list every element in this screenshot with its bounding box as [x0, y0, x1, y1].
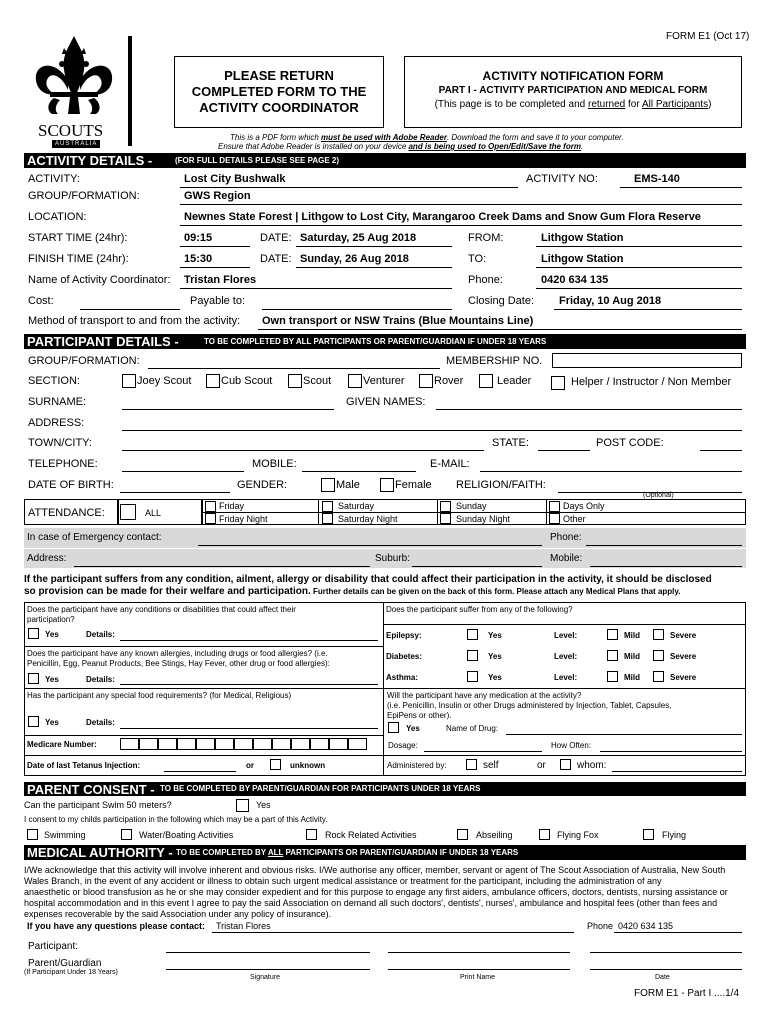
given-field[interactable]: [436, 409, 742, 410]
section-helper-checkbox[interactable]: [551, 376, 565, 390]
medical-warning-1: If the participant suffers from any condition, ailment, allergy or disability that could affect their participation in the activity, it should be disclosed: [24, 574, 712, 585]
swimming-checkbox[interactable]: [27, 829, 38, 840]
closing-value[interactable]: Friday, 10 Aug 2018: [559, 295, 662, 307]
att-friday-label: Friday: [219, 501, 245, 511]
finish-date-label: DATE:: [260, 253, 292, 265]
surname-field[interactable]: [122, 409, 334, 410]
rock-related-checkbox[interactable]: [306, 829, 317, 840]
admin-self-checkbox[interactable]: [466, 759, 477, 770]
epilepsy-yes-checkbox[interactable]: [467, 629, 478, 640]
start-date-value[interactable]: Saturday, 25 Aug 2018: [300, 232, 417, 244]
q-meds-2: (i.e. Penicillin, Insulin or other Drugs administered by Injection, Tablet, Capsules,: [387, 701, 672, 710]
cost-label: Cost:: [28, 295, 54, 307]
to-value[interactable]: Lithgow Station: [541, 253, 624, 265]
p-group-field[interactable]: [148, 368, 440, 369]
logo-brand: SCOUTS: [38, 121, 104, 140]
authority-bar: MEDICAL AUTHORITY - TO BE COMPLETED BY ALL PARTICIPANTS OR PARENT/GUARDIAN IF UNDER 18 YEARS: [24, 845, 746, 860]
parent-print-field[interactable]: [388, 969, 570, 970]
group-label: GROUP/FORMATION:: [28, 190, 140, 202]
to-label: TO:: [468, 253, 487, 265]
email-field[interactable]: [480, 471, 742, 472]
att-days-only-label: Days Only: [563, 501, 605, 511]
fleur-de-lis-icon: [24, 34, 124, 129]
conditions-yes-checkbox[interactable]: [28, 628, 39, 639]
diabetes-yes-label: Yes: [488, 652, 502, 661]
group-value[interactable]: GWS Region: [184, 190, 251, 202]
return-line-2: COMPLETED FORM TO THE: [191, 84, 367, 99]
date-caption: Date: [655, 974, 670, 981]
admin-whom-checkbox[interactable]: [560, 759, 571, 770]
admin-or-label: or: [537, 760, 546, 771]
optional-note: (Optional): [643, 492, 674, 499]
asthma-level-label: Level:: [554, 673, 578, 682]
medicare-field[interactable]: [120, 738, 382, 752]
scouts-logo: [24, 34, 129, 149]
asthma-yes-checkbox[interactable]: [467, 671, 478, 682]
coordinator-value[interactable]: Tristan Flores: [184, 274, 257, 286]
water-boating-checkbox[interactable]: [121, 829, 132, 840]
q-meds-1: Will the participant have any medication at the activity?: [387, 691, 582, 700]
participant-sign-label: Participant:: [28, 941, 79, 952]
location-value[interactable]: Newnes State Forest | Lithgow to Lost City, Marangaroo Creek Dams and Snow Gum Flora Reserve: [184, 211, 701, 223]
allergies-details-label: Details:: [86, 675, 115, 684]
rock-related-label: Rock Related Activities: [325, 830, 417, 840]
gender-female-label: Female: [395, 479, 432, 491]
asthma-mild-label: Mild: [624, 673, 640, 682]
q-conditions-2: participation?: [27, 615, 75, 624]
section-scout-label: Scout: [303, 375, 332, 387]
att-saturday-label: Saturday: [338, 501, 375, 511]
em-mobile-field[interactable]: [590, 566, 742, 567]
section-cub-label: Cub Scout: [221, 375, 273, 387]
contact-phone-label: Phone: [587, 921, 614, 931]
activity-bar: ACTIVITY DETAILS - (FOR FULL DETAILS PLEASE SEE PAGE 2): [24, 153, 746, 168]
state-field[interactable]: [538, 450, 590, 451]
participant-bar: PARTICIPANT DETAILS - TO BE COMPLETED BY ALL PARTICIPANTS OR PARENT/GUARDIAN IF UNDER 18 YEARS: [24, 334, 746, 349]
epilepsy-mild-label: Mild: [624, 631, 640, 640]
diabetes-label: Diabetes:: [386, 652, 423, 661]
authority-line-4: hospital accommodation and in this event I agree to pay the said Association on demand all such doctors', dentists', nurses', ambulance and hospital fees (other than fees and: [24, 898, 718, 908]
membership-label: MEMBERSHIP NO.: [446, 355, 543, 367]
section-rover-label: Rover: [434, 375, 464, 387]
swim-yes-label: Yes: [256, 800, 271, 810]
start-label: START TIME (24hr):: [28, 232, 128, 244]
epilepsy-mild-checkbox[interactable]: [607, 629, 618, 640]
diabetes-mild-checkbox[interactable]: [607, 650, 618, 661]
att-days-only-checkbox[interactable]: [549, 501, 560, 512]
diabetes-yes-checkbox[interactable]: [467, 650, 478, 661]
q-allergies-2: Penicillin, Egg, Peanut Products, Bee Stings, Hay Fever, other drug or food allergies):: [27, 659, 330, 668]
att-sunday-night-label: Sunday Night: [456, 514, 511, 524]
parent-note: (If Participant Under 18 Years): [24, 969, 118, 976]
food-details-field[interactable]: [120, 728, 378, 729]
att-sunday-night-checkbox[interactable]: [440, 513, 451, 524]
food-yes-checkbox[interactable]: [28, 716, 39, 727]
closing-label: Closing Date:: [468, 295, 535, 307]
gender-male-checkbox[interactable]: [321, 478, 335, 492]
flying-fox-label: Flying Fox: [557, 830, 599, 840]
att-sunday-label: Sunday: [456, 501, 487, 511]
medical-warning-2: so provision can be made for their welfare and participation. Further details can be given on the back of this form. Please attach any Medical Plans that apply.: [24, 586, 681, 597]
att-other-checkbox[interactable]: [549, 513, 560, 524]
logo-sub: AUSTRALIA: [52, 140, 100, 148]
telephone-field[interactable]: [122, 471, 244, 472]
finish-value[interactable]: 15:30: [184, 253, 213, 265]
transport-label: Method of transport to and from the activity:: [28, 315, 241, 327]
section-rover-checkbox[interactable]: [419, 374, 433, 388]
section-venturer-checkbox[interactable]: [348, 374, 362, 388]
attendance-label-box: ATTENDANCE:: [24, 499, 118, 525]
flying-checkbox[interactable]: [643, 829, 654, 840]
location-label: LOCATION:: [28, 211, 87, 223]
epilepsy-yes-label: Yes: [488, 631, 502, 640]
print-name-caption: Print Name: [460, 974, 496, 981]
dosage-field[interactable]: [424, 751, 542, 752]
cost-field[interactable]: [80, 309, 180, 310]
attendance-all-box: ALL: [118, 499, 202, 525]
authority-line-5: expenses recoverable by the said Association under any policy of insurance).: [24, 909, 332, 919]
att-friday-night-checkbox[interactable]: [205, 513, 216, 524]
parent-date-field[interactable]: [590, 969, 742, 970]
flying-fox-checkbox[interactable]: [539, 829, 550, 840]
town-field[interactable]: [122, 450, 484, 451]
start-date-label: DATE:: [260, 232, 292, 244]
how-often-field[interactable]: [600, 751, 742, 752]
tetanus-field[interactable]: [164, 771, 236, 772]
membership-field[interactable]: [552, 353, 742, 368]
admin-self-label: self: [483, 760, 499, 771]
swim-question: Can the participant Swim 50 meters?: [24, 800, 172, 810]
section-helper-label: Helper / Instructor / Non Member: [571, 376, 732, 388]
q-meds-3: EpiPens or other).: [387, 711, 452, 720]
contact-phone: 0420 634 135: [618, 921, 674, 931]
gender-male-label: Male: [336, 479, 360, 491]
admin-whom-field[interactable]: [612, 771, 742, 772]
authority-line-3: anaesthetic or blood transfusion as he or she may consider expedient and for this purpose to engage any first aiders, ambulance officers, doctors, dentists, nursing assistance or: [24, 887, 728, 897]
section-joey-checkbox[interactable]: [122, 374, 136, 388]
section-scout-checkbox[interactable]: [288, 374, 302, 388]
att-friday-night-label: Friday Night: [219, 514, 268, 524]
att-sunday-checkbox[interactable]: [440, 501, 451, 512]
given-label: GIVEN NAMES:: [346, 396, 426, 408]
asthma-severe-checkbox[interactable]: [653, 671, 664, 682]
coordinator-label: Name of Activity Coordinator:: [28, 274, 171, 286]
consent-bar: PARENT CONSENT - TO BE COMPLETED BY PARENT/GUARDIAN FOR PARTICIPANTS UNDER 18 YEARS: [24, 782, 746, 796]
q-food: Has the participant any special food requirements? (for Medical, Religious): [27, 691, 292, 700]
return-box: [174, 56, 384, 128]
allergies-yes-checkbox[interactable]: [28, 673, 39, 684]
asthma-yes-label: Yes: [488, 673, 502, 682]
gender-label: GENDER:: [237, 479, 288, 491]
form-subtitle: PART I - ACTIVITY PARTICIPATION AND MEDICAL FORM: [438, 85, 708, 96]
water-boating-label: Water/Boating Activities: [139, 830, 234, 840]
em-address-field[interactable]: [74, 566, 370, 567]
administered-label: Administered by:: [387, 761, 447, 770]
q-suffer: Does the participant suffer from any of the following?: [386, 605, 573, 614]
attendance-all-checkbox[interactable]: [120, 504, 136, 520]
q-allergies: Does the participant have any known allergies, including drugs or food allergies? (i.e.: [27, 649, 328, 658]
asthma-mild-checkbox[interactable]: [607, 671, 618, 682]
section-leader-label: Leader: [497, 375, 532, 387]
swimming-label: Swimming: [44, 830, 86, 840]
diabetes-mild-label: Mild: [624, 652, 640, 661]
att-saturday-checkbox[interactable]: [322, 501, 333, 512]
conditions-details-field[interactable]: [120, 640, 378, 641]
dosage-label: Dosage:: [388, 741, 418, 750]
form-note: (This page is to be completed and returned for All Participants): [434, 99, 712, 110]
diabetes-severe-label: Severe: [670, 652, 697, 661]
conditions-yes-label: Yes: [45, 630, 59, 639]
contact-name: Tristan Flores: [216, 921, 271, 931]
drug-name-label: Name of Drug:: [446, 724, 499, 733]
activity-no-label: ACTIVITY NO:: [526, 173, 598, 185]
address-label: ADDRESS:: [28, 417, 85, 429]
abseiling-label: Abseiling: [476, 830, 513, 840]
tetanus-or: or: [246, 761, 254, 770]
participant-print-field[interactable]: [388, 952, 570, 953]
consent-text: I consent to my childs participation in the following which may be a part of this Activity.: [24, 815, 328, 824]
signature-caption: Signature: [250, 974, 280, 981]
authority-line-2: Wales Branch, in the event of any accident or illness to obtain such urgent medical assistance or treatment for the participant, including the administration of any: [24, 876, 662, 886]
tetanus-label: Date of last Tetanus Injection:: [27, 761, 141, 770]
gender-female-checkbox[interactable]: [380, 478, 394, 492]
questions-label: If you have any questions please contact:: [27, 921, 206, 931]
section-cub-checkbox[interactable]: [206, 374, 220, 388]
food-details-label: Details:: [86, 718, 115, 727]
em-suburb-field[interactable]: [412, 566, 542, 567]
payable-field[interactable]: [262, 309, 452, 310]
finish-date-value[interactable]: Sunday, 26 Aug 2018: [300, 253, 409, 265]
em-phone-label: Phone:: [550, 532, 582, 543]
postcode-field[interactable]: [700, 450, 742, 451]
meds-yes-label: Yes: [406, 724, 420, 733]
meds-yes-checkbox[interactable]: [388, 722, 399, 733]
em-address-label: Address:: [27, 553, 67, 564]
swim-yes-checkbox[interactable]: [236, 799, 249, 812]
em-suburb-label: Suburb:: [375, 553, 411, 564]
town-label: TOWN/CITY:: [28, 437, 92, 449]
section-leader-checkbox[interactable]: [479, 374, 493, 388]
dob-label: DATE OF BIRTH:: [28, 479, 114, 491]
religion-label: RELIGION/FAITH:: [456, 479, 546, 491]
how-often-label: How Often:: [551, 741, 592, 750]
title-box: [404, 56, 742, 128]
em-phone-field[interactable]: [586, 545, 742, 546]
participant-signature-field[interactable]: [166, 952, 370, 953]
food-yes-label: Yes: [45, 718, 59, 727]
allergies-details-field[interactable]: [120, 684, 378, 685]
pdf-note-1: This is a PDF form which must be used with Adobe Reader. Download the form and save it to your computer.: [230, 133, 624, 142]
transport-value[interactable]: Own transport or NSW Trains (Blue Mountains Line): [262, 315, 534, 327]
p-group-label: GROUP/FORMATION:: [28, 355, 140, 367]
finish-label: FINISH TIME (24hr):: [28, 253, 129, 265]
phone-value[interactable]: 0420 634 135: [541, 274, 609, 286]
diabetes-level-label: Level:: [554, 652, 578, 661]
header-divider: [128, 36, 132, 146]
section-label: SECTION:: [28, 375, 80, 387]
form-title: ACTIVITY NOTIFICATION FORM: [482, 69, 664, 83]
drug-name-field[interactable]: [506, 734, 742, 735]
authority-line-1: I/We acknowledge that this activity will involve inherent and obvious risks. I/We authorise any officer, member, servant or agent of The Scout Association of Australia, New South: [24, 865, 726, 875]
em-mobile-label: Mobile:: [550, 553, 583, 564]
admin-whom-label: whom:: [577, 760, 607, 771]
parent-signature-field[interactable]: [166, 969, 370, 970]
emergency-name-field[interactable]: [198, 545, 542, 546]
phone-label: Phone:: [468, 274, 503, 286]
q-conditions: Does the participant have any conditions or disabilities that could affect their: [27, 605, 296, 614]
address-field[interactable]: [122, 430, 742, 431]
att-saturday-night-checkbox[interactable]: [322, 513, 333, 524]
payable-label: Payable to:: [190, 295, 246, 307]
start-value[interactable]: 09:15: [184, 232, 213, 244]
section-joey-label: Joey Scout: [137, 375, 192, 387]
att-friday-checkbox[interactable]: [205, 501, 216, 512]
from-value[interactable]: Lithgow Station: [541, 232, 624, 244]
mobile-field[interactable]: [302, 471, 416, 472]
asthma-severe-label: Severe: [670, 673, 697, 682]
email-label: E-MAIL:: [430, 458, 470, 470]
return-line-3: ACTIVITY COORDINATOR: [199, 100, 359, 115]
telephone-label: TELEPHONE:: [28, 458, 98, 470]
mobile-label: MOBILE:: [252, 458, 297, 470]
participant-date-field[interactable]: [590, 952, 742, 953]
emergency-label: In case of Emergency contact:: [27, 532, 162, 543]
state-label: STATE:: [492, 437, 529, 449]
parent-sign-label: Parent/Guardian: [28, 958, 102, 969]
epilepsy-severe-checkbox[interactable]: [653, 629, 664, 640]
postcode-label: POST CODE:: [596, 437, 664, 449]
epilepsy-level-label: Level:: [554, 631, 578, 640]
epilepsy-label: Epilepsy:: [386, 631, 422, 640]
asthma-label: Asthma:: [386, 673, 419, 682]
return-line-1: PLEASE RETURN: [224, 68, 334, 83]
activity-no-value[interactable]: EMS-140: [634, 173, 680, 185]
diabetes-severe-checkbox[interactable]: [653, 650, 664, 661]
medicare-label: Medicare Number:: [27, 740, 97, 749]
att-other-label: Other: [563, 514, 586, 524]
activity-value[interactable]: Lost City Bushwalk: [184, 173, 286, 185]
tetanus-unknown-label: unknown: [290, 761, 326, 770]
surname-label: SURNAME:: [28, 396, 87, 408]
tetanus-unknown-checkbox[interactable]: [270, 759, 281, 770]
activity-label: ACTIVITY:: [28, 173, 80, 185]
pdf-note-2: Ensure that Adobe Reader is installed on your device and is being used to Open/Edit/Save the form.: [218, 142, 584, 151]
abseiling-checkbox[interactable]: [457, 829, 468, 840]
allergies-yes-label: Yes: [45, 675, 59, 684]
dob-field[interactable]: [120, 492, 230, 493]
page-footer: FORM E1 - Part I ....1/4: [634, 988, 740, 999]
from-label: FROM:: [468, 232, 504, 244]
form-code: FORM E1 (Oct 17): [666, 31, 750, 42]
flying-label: Flying: [662, 830, 687, 840]
section-venturer-label: Venturer: [363, 375, 405, 387]
epilepsy-severe-label: Severe: [670, 631, 697, 640]
att-saturday-night-label: Saturday Night: [338, 514, 398, 524]
conditions-details-label: Details:: [86, 630, 115, 639]
